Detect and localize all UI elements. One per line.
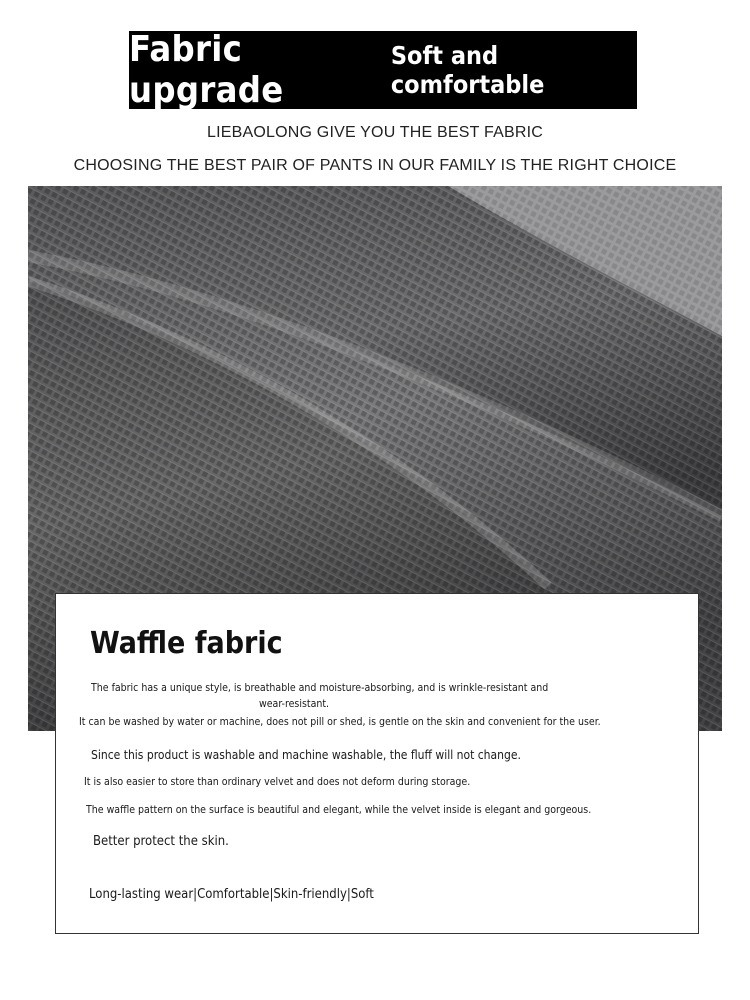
description-line: The fabric has a unique style, is breathable and moisture-absorbing, and is wrinkle-resistant and xyxy=(91,682,549,694)
description-line: wear-resistant. xyxy=(259,698,330,710)
banner-title: Fabric upgrade xyxy=(129,29,284,111)
description-line: It can be washed by water or machine, does not pill or shed, is gentle on the skin and convenient for the user. xyxy=(79,716,601,728)
feature-list: Long-lasting wear|Comfortable|Skin-friendly|Soft xyxy=(89,887,374,902)
header-banner xyxy=(129,31,637,109)
description-line: It is also easier to store than ordinary velvet and does not deform during storage. xyxy=(84,776,471,788)
description-line: Better protect the skin. xyxy=(93,834,229,849)
choice-subtitle: CHOOSING THE BEST PAIR OF PANTS IN OUR FAMILY IS THE RIGHT CHOICE xyxy=(73,157,677,174)
description-line: Since this product is washable and machine washable, the fluff will not change. xyxy=(91,748,521,762)
description-line: The waffle pattern on the surface is beautiful and elegant, while the velvet inside is elegant and gorgeous. xyxy=(86,804,592,816)
card-title: Waffle fabric xyxy=(90,626,283,661)
fabric-info-card xyxy=(55,593,699,934)
brand-subtitle: LIEBAOLONG GIVE YOU THE BEST FABRIC xyxy=(207,124,543,141)
banner-tagline: Soft and comfortable xyxy=(390,41,545,99)
